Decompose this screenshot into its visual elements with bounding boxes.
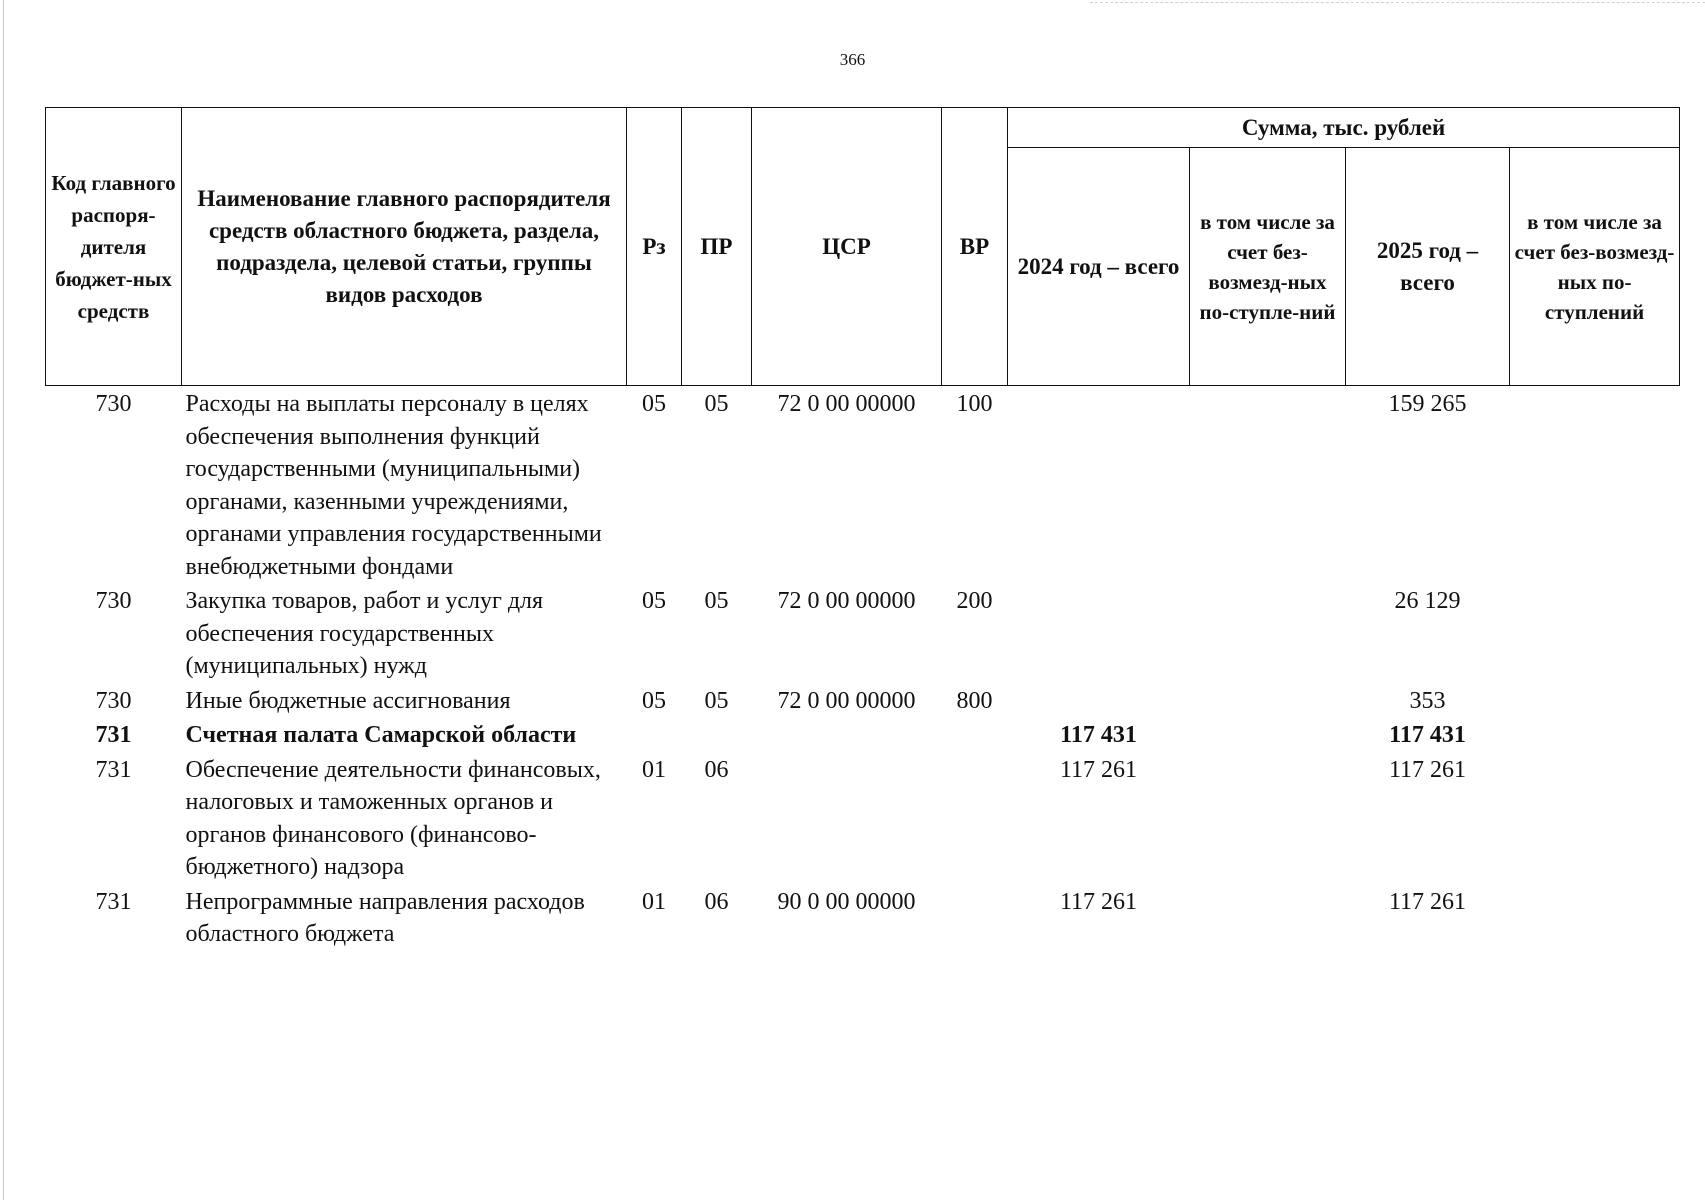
cell-pr: 05 xyxy=(704,687,729,714)
table-row xyxy=(46,386,1680,584)
cell-pr: 05 xyxy=(704,391,729,417)
header-2024-grant: в том числе за счет без-возмезд-ных по-ступле-ний xyxy=(1190,148,1346,386)
cell-pr: 05 xyxy=(704,588,729,614)
cell-csr: 72 0 00 00000 xyxy=(777,588,916,614)
cell-csr: 72 0 00 00000 xyxy=(777,391,916,417)
cell-rz: 01 xyxy=(642,888,666,915)
cell-rz: 05 xyxy=(642,687,666,714)
cell-2025-grant xyxy=(1510,752,1680,884)
cell-rz: 05 xyxy=(642,391,666,417)
cell-vr xyxy=(942,752,1008,884)
cell-2025-total: 26 129 xyxy=(1394,588,1461,614)
cell-code: 731 xyxy=(95,888,132,915)
cell-pr: 06 xyxy=(704,888,729,915)
cell-2024-total: 117 431 xyxy=(1060,722,1137,748)
cell-name: Расходы на выплаты персоналу в целях обеспечения выполнения функций государственными (муниципальными) органами, казенными учреждениями, органами управления государственными внебюджетными фондами xyxy=(185,391,602,580)
cell-2025-total: 117 431 xyxy=(1389,722,1466,748)
cell-vr xyxy=(942,717,1008,752)
cell-2025-grant xyxy=(1510,386,1680,584)
cell-code: 730 xyxy=(95,391,132,417)
cell-vr: 200 xyxy=(956,588,993,614)
scan-left-edge xyxy=(3,0,4,1200)
table-row xyxy=(46,683,1680,718)
cell-2024-total: 117 261 xyxy=(1059,888,1138,915)
scan-top-edge xyxy=(1090,2,1705,3)
table-row xyxy=(46,884,1680,951)
cell-2025-total: 117 261 xyxy=(1388,756,1467,783)
cell-name: Непрограммные направления расходов областного бюджета xyxy=(185,888,585,947)
header-name: Наименование главного распорядителя средств областного бюджета, раздела, подраздела, целевой статьи, группы видов расходов xyxy=(182,108,627,386)
cell-2025-grant xyxy=(1510,683,1680,718)
header-pr: ПР xyxy=(682,108,752,386)
table-header xyxy=(46,108,1680,386)
table-row xyxy=(46,752,1680,884)
cell-rz xyxy=(627,717,682,752)
cell-name: Обеспечение деятельности финансовых, налоговых и таможенных органов и органов финансового (финансово-бюджетного) надзора xyxy=(185,756,601,880)
cell-2024-grant xyxy=(1190,683,1346,718)
cell-2024-total xyxy=(1008,386,1190,584)
header-csr: ЦСР xyxy=(752,108,942,386)
header-sum: Сумма, тыс. рублей xyxy=(1008,108,1680,148)
cell-2025-total: 117 261 xyxy=(1388,888,1467,915)
table-row xyxy=(46,583,1680,683)
cell-2024-grant xyxy=(1190,717,1346,752)
cell-2024-total xyxy=(1008,583,1190,683)
cell-2025-total: 353 xyxy=(1409,687,1446,714)
table-body xyxy=(46,386,1680,951)
cell-2024-total xyxy=(1008,683,1190,718)
cell-code: 730 xyxy=(95,687,132,714)
cell-2025-grant xyxy=(1510,717,1680,752)
cell-csr xyxy=(752,717,942,752)
cell-csr: 90 0 00 00000 xyxy=(777,888,916,915)
header-2025-grant: в том числе за счет без-возмезд-ных по-ступлений xyxy=(1510,148,1680,386)
header-vr: ВР xyxy=(942,108,1008,386)
cell-rz: 05 xyxy=(642,588,666,614)
cell-2025-grant xyxy=(1510,884,1680,951)
header-2024-total: 2024 год – всего xyxy=(1008,148,1190,386)
cell-name: Иные бюджетные ассигнования xyxy=(185,687,511,714)
cell-pr xyxy=(682,717,752,752)
cell-vr: 100 xyxy=(956,391,993,417)
cell-name: Счетная палата Самарской области xyxy=(185,722,577,748)
cell-name: Закупка товаров, работ и услуг для обеспечения государственных (муниципальных) нужд xyxy=(185,588,544,679)
cell-pr: 06 xyxy=(704,756,729,783)
cell-rz: 01 xyxy=(642,756,666,783)
header-2025-total: 2025 год – всего xyxy=(1346,148,1510,386)
cell-2024-total: 117 261 xyxy=(1059,756,1138,783)
cell-csr: 72 0 00 00000 xyxy=(777,687,916,714)
cell-2024-grant xyxy=(1190,583,1346,683)
cell-code: 730 xyxy=(95,588,132,614)
header-code: Код главного распоря-дителя бюджет-ных средств xyxy=(46,108,182,386)
cell-2024-grant xyxy=(1190,386,1346,584)
page-number: 366 xyxy=(839,50,866,69)
cell-2024-grant xyxy=(1190,884,1346,951)
cell-code: 731 xyxy=(95,756,132,783)
cell-2024-grant xyxy=(1190,752,1346,884)
cell-csr xyxy=(752,752,942,884)
budget-table xyxy=(45,107,1680,951)
cell-code: 731 xyxy=(95,722,132,748)
cell-vr: 800 xyxy=(956,687,993,714)
cell-vr xyxy=(942,884,1008,951)
header-rz: Рз xyxy=(627,108,682,386)
table-row xyxy=(46,717,1680,752)
cell-2025-total: 159 265 xyxy=(1388,391,1467,417)
cell-2025-grant xyxy=(1510,583,1680,683)
